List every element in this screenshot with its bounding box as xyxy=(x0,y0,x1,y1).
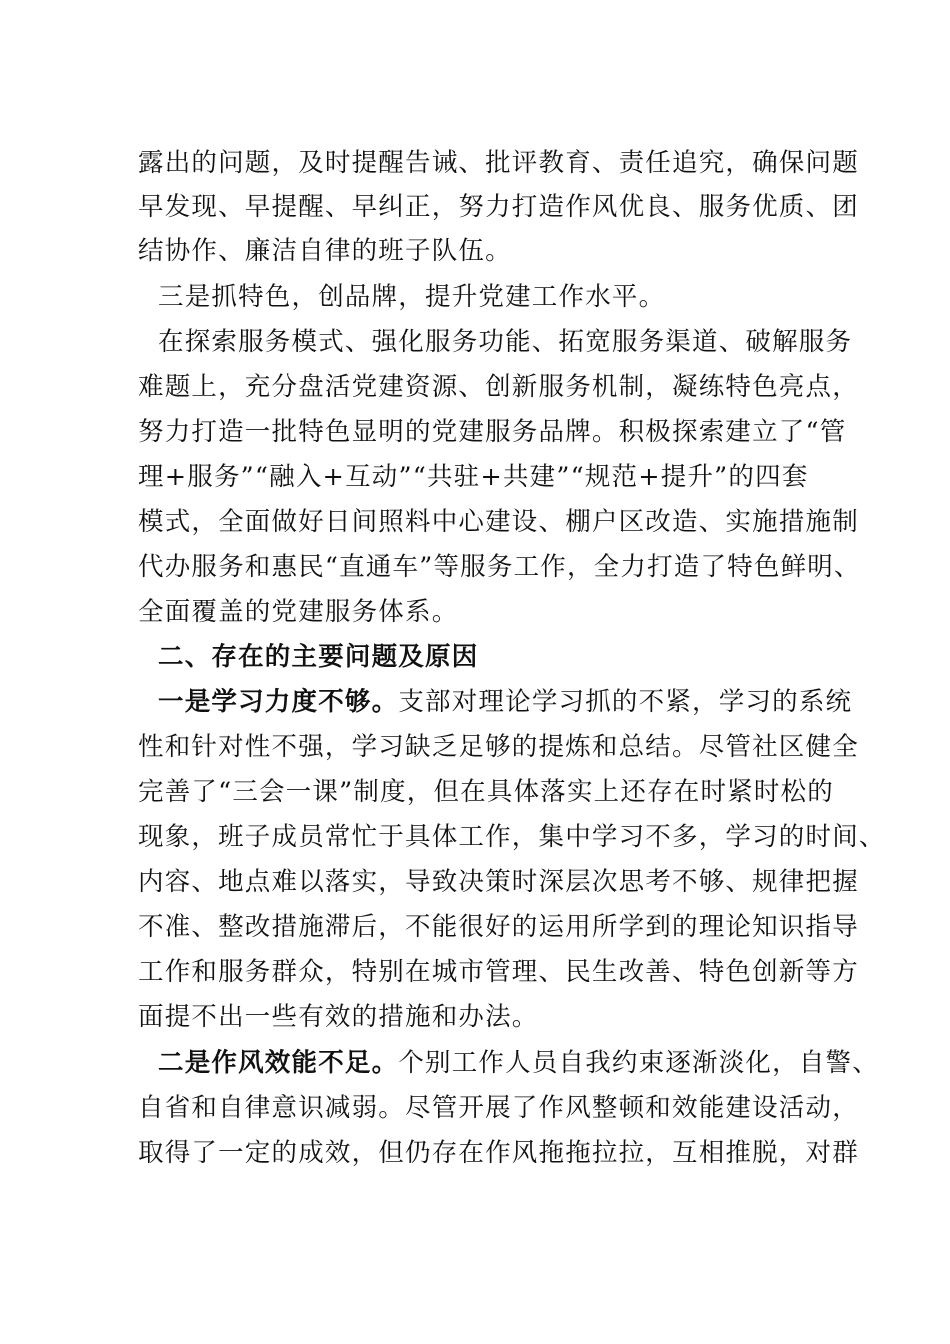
text-line: 结协作、廉洁自律的班子队伍。 xyxy=(138,236,512,266)
text-line: 在探索服务模式、强化服务功能、拓宽服务渠道、破解服务 xyxy=(158,327,853,357)
paragraph-lead: 一是学习力度不够。 xyxy=(158,687,399,717)
text-line: 性和针对性不强，学习缺乏足够的提炼和总结。尽管社区健全 xyxy=(138,732,859,762)
paragraph-text: 支部对理论学习抓的不紧，学习的系统 xyxy=(398,687,853,717)
text-line: 取得了一定的成效，但仍存在作风拖拖拉拉，互相推脱，对群 xyxy=(138,1138,859,1168)
section-heading: 二、存在的主要问题及原因 xyxy=(158,642,479,672)
text-line: 完善了“三会一课”制度，但在具体落实上还存在时紧时松的 xyxy=(138,777,834,807)
text-line: 面提不出一些有效的措施和办法。 xyxy=(138,1002,539,1032)
text-line: 全面覆盖的党建服务体系。 xyxy=(138,597,459,627)
paragraph-text: 个别工作人员自我约束逐渐淡化，自警、 xyxy=(398,1048,879,1078)
text-line: 工作和服务群众，特别在城市管理、民生改善、特色创新等方 xyxy=(138,957,859,987)
paragraph-first-line xyxy=(158,687,852,717)
text-line: 现象，班子成员常忙于具体工作，集中学习不多，学习的时间、 xyxy=(138,822,886,852)
text-line: 模式，全面做好日间照料中心建设、棚户区改造、实施措施制 xyxy=(138,507,859,537)
text-line: 难题上，充分盘活党建资源、创新服务机制，凝练特色亮点， xyxy=(138,372,859,402)
paragraph-lead: 二是作风效能不足。 xyxy=(158,1048,399,1078)
text-line: 露出的问题，及时提醒告诫、批评教育、责任追究，确保问题 xyxy=(138,148,859,178)
text-line: 自省和自律意识减弱。尽管开展了作风整顿和效能建设活动， xyxy=(138,1093,859,1123)
text-line: 努力打造一批特色显明的党建服务品牌。积极探索建立了“管 xyxy=(138,417,847,447)
text-line: 早发现、早提醒、早纠正，努力打造作风优良、服务优质、团 xyxy=(138,192,859,222)
text-line: 理+服务”“融入+互动”“共驻+共建”“规范+提升”的四套 xyxy=(138,462,809,492)
text-line: 内容、地点难以落实，导致决策时深层次思考不够、规律把握 xyxy=(138,867,859,897)
section-subheading: 三是抓特色，创品牌，提升党建工作水平。 xyxy=(158,282,666,312)
text-line: 不准、整改措施滞后，不能很好的运用所学到的理论知识指导 xyxy=(138,912,859,942)
paragraph-first-line xyxy=(158,1048,879,1078)
text-line: 代办服务和惠民“直通车”等服务工作，全力打造了特色鲜明、 xyxy=(138,552,861,582)
